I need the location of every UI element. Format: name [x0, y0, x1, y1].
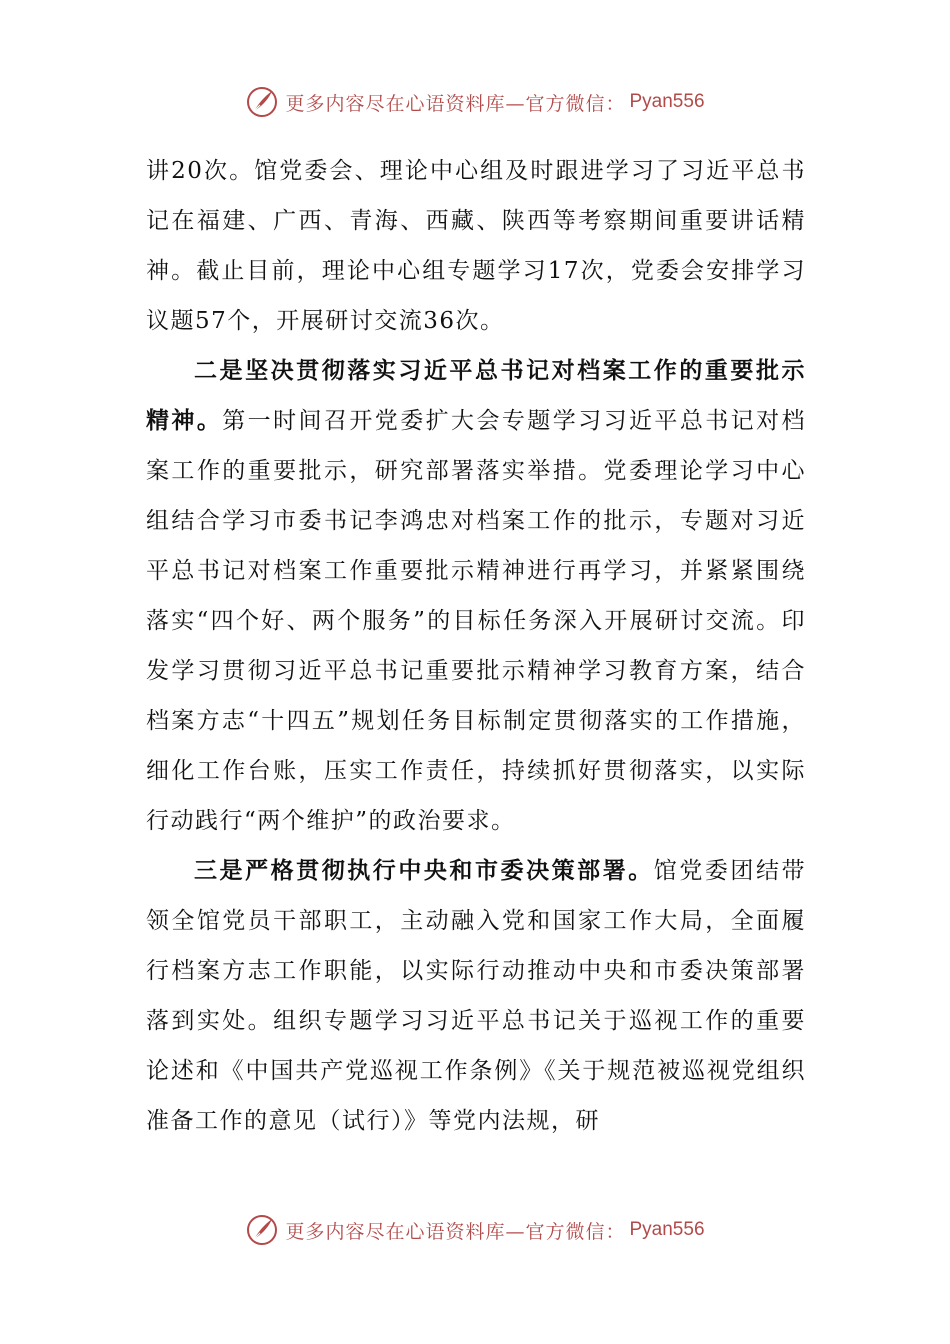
quill-seal-icon [245, 85, 279, 119]
paragraph-text: 讲20次。馆党委会、理论中心组及时跟进学习了习近平总书记在福建、广西、青海、西藏、陕西等考察期间重要讲话精神。截止目前，理论中心组专题学习17次，党委会安排学习议题57个，开展研讨交流36次。 [146, 158, 806, 334]
paragraph-continued [146, 146, 806, 346]
watermark-text: 更多内容尽在心语资料库—官方微信： [285, 1220, 626, 1243]
paragraph-point-two [146, 346, 806, 846]
header-watermark [0, 82, 950, 122]
document-body [146, 146, 806, 1146]
quill-seal-icon [245, 1213, 279, 1247]
watermark-text: 更多内容尽在心语资料库—官方微信： [285, 92, 626, 115]
paragraph-lead: 二是坚决贯彻落实习近平总书记对档案工作的重要批示精神。 [146, 357, 806, 434]
watermark-wechat-id: Pyan556 [629, 91, 705, 112]
paragraph-text: 馆党委团结带领全馆党员干部职工，主动融入党和国家工作大局，全面履行档案方志工作职能，以实际行动推动中央和市委决策部署落到实处。组织专题学习习近平总书记关于巡视工作的重要论述和《中国共产党巡视工作条例》《关于规范被巡视党组织准备工作的意见（试行）》等党内法规，研 [146, 858, 807, 1134]
watermark-wechat-id: Pyan556 [629, 1219, 705, 1240]
paragraph-text: 第一时间召开党委扩大会专题学习习近平总书记对档案工作的重要批示，研究部署落实举措。党委理论学习中心组结合学习市委书记李鸿忠对档案工作的批示，专题对习近平总书记对档案工作重要批示精神进行再学习，并紧紧围绕落实“四个好、两个服务”的目标任务深入开展研讨交流。印发学习贯彻习近平总书记重要批示精神学习教育方案，结合档案方志“十四五”规划任务目标制定贯彻落实的工作措施，细化工作台账，压实工作责任，持续抓好贯彻落实，以实际行动践行“两个维护”的政治要求。 [146, 408, 807, 834]
footer-watermark [0, 1210, 950, 1250]
paragraph-lead: 三是严格贯彻执行中央和市委决策部署。 [194, 857, 654, 884]
paragraph-point-three [146, 846, 806, 1146]
